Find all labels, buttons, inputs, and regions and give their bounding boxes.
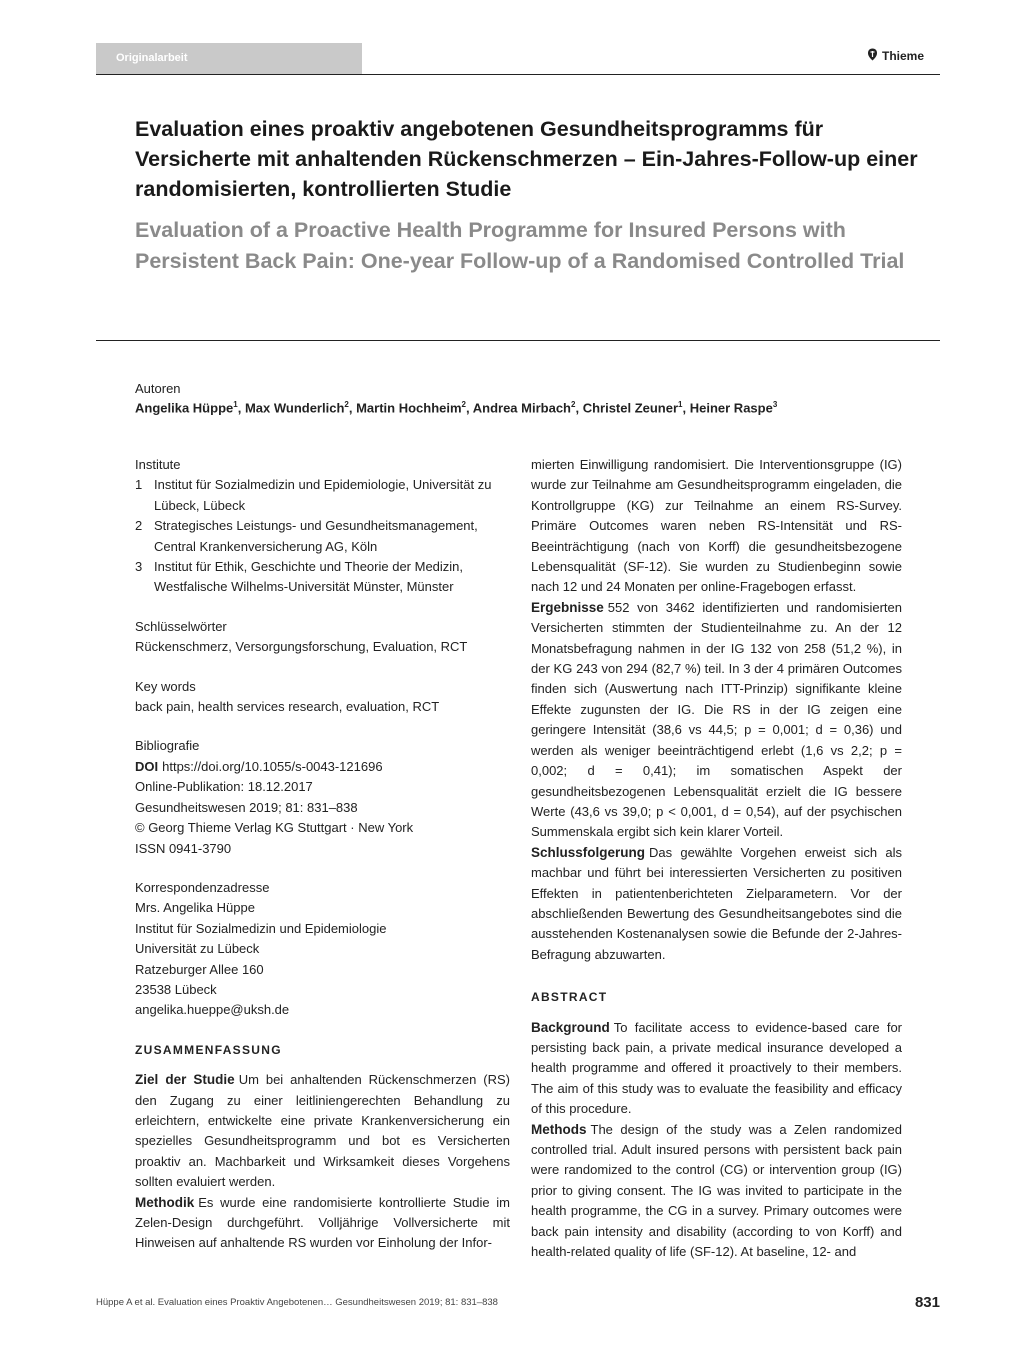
background-paragraph bbox=[531, 1018, 902, 1120]
copyright-line: © Georg Thieme Verlag KG Stuttgart · New York bbox=[135, 820, 414, 836]
institute-text: Strategisches Leistungs- und Gesundheitsmanagement, Central Krankenversicherung AG, Köln bbox=[154, 518, 478, 554]
ergebnisse-label: Ergebnisse bbox=[531, 599, 604, 615]
footer-citation: Hüppe A et al. Evaluation eines Proaktiv Angebotenen… Gesundheitswesen 2019; 81: 831–838 bbox=[96, 1297, 498, 1308]
keywords-en-block bbox=[135, 677, 510, 718]
methods-paragraph bbox=[531, 1120, 902, 1263]
author-affiliation: 1 bbox=[233, 400, 238, 409]
author-affiliation: 2 bbox=[344, 400, 349, 409]
schluss-text: Das gewählte Vorgehen erweist sich als machbar und führt bei interessierten Versicherten zu positiven Effekten in patientenberichteten Zielparametern. Vor der abschließenden Bewertung des Gesundheitsangebotes sind die ausstehenden Kostenanalysen sowie die Befunde der 2-Jahres-Befragung abzuwarten. bbox=[531, 844, 902, 962]
keywords-de-block bbox=[135, 617, 510, 658]
author-list: Angelika Hüppe$^1$, Max Wunderlich$^2$, Martin Hochheim$^2$, Andrea Mirbach$^2$, Christel Zeuner$^1$, Heiner Raspe$^3$ bbox=[135, 400, 778, 416]
correspondence-line: Universität zu Lübeck bbox=[135, 941, 260, 957]
author-name: Andrea Mirbach bbox=[472, 400, 571, 416]
institute-number: 2 bbox=[135, 518, 143, 534]
doi-line bbox=[135, 757, 510, 777]
author-affiliation: 1 bbox=[678, 400, 683, 409]
ziel-label: Ziel der Studie bbox=[135, 1072, 235, 1088]
keywords-en-text: back pain, health services research, evaluation, RCT bbox=[135, 699, 440, 715]
ziel-paragraph bbox=[135, 1070, 510, 1192]
author-name: Heiner Raspe bbox=[689, 400, 773, 416]
institute-text: Institut für Sozialmedizin und Epidemiologie, Universität zu Lübeck, Lübeck bbox=[154, 477, 492, 513]
author-affiliation: 3 bbox=[772, 400, 778, 409]
publisher-logo bbox=[867, 48, 924, 64]
keywords-de-text: Rückenschmerz, Versorgungsforschung, Evaluation, RCT bbox=[135, 639, 468, 655]
zusammenfassung-heading: ZUSAMMENFASSUNG bbox=[135, 1042, 282, 1057]
correspondence-line: Institut für Sozialmedizin und Epidemiologie bbox=[135, 920, 387, 936]
bibliography-block bbox=[135, 736, 510, 858]
doi-label: DOI bbox=[135, 758, 159, 774]
header-divider bbox=[96, 74, 940, 75]
author-name: Max Wunderlich bbox=[244, 400, 345, 416]
correspondence-line: 23538 Lübeck bbox=[135, 981, 217, 997]
methodik-continuation: mierten Einwilligung randomisiert. Die Interventionsgruppe (IG) wurde zur Teilnahme am Gesundheitsprogramm eingeladen, die Kontrollgruppe (KG) zur Teilnahme an einem RS-Survey. Primäre Outcomes waren neben RS-Intensität und RS-Beeinträchtigung (nach von Korff) die gesundheitsbezogene Lebensqualität (SF-12). Sie wurden zu Studienbeginn sowie nach 12 und 24 Monaten per online-Fragebogen erfasst. bbox=[531, 457, 902, 595]
author-affiliation: 2 bbox=[461, 400, 466, 409]
keywords-en-heading: Key words bbox=[135, 678, 196, 694]
title-german: Evaluation eines proaktiv angebotenen Gesundheitsprogramms für Versicherte mit anhaltenden Rückenschmerzen – Ein-Jahres-Follow-up einer randomisierten, kontrollierten Studie bbox=[135, 117, 918, 201]
institute-item bbox=[135, 516, 510, 557]
left-column bbox=[135, 455, 510, 1254]
author-affiliation: 2 bbox=[571, 400, 576, 409]
methodik-label: Methodik bbox=[135, 1194, 195, 1210]
institute-item bbox=[135, 557, 510, 598]
bibliography-heading: Bibliografie bbox=[135, 738, 200, 754]
ziel-text: Um bei anhaltenden Rückenschmerzen (RS) den Zugang zu einer leitliniengerechten Behandlung zu erleichtern, entwickelte eine private Krankenversicherung ein spezielles Gesundheitsprogramm und bot es Versicherten proaktiv an. Machbarkeit und Wirksamkeit dieses Vorgehens sollten evaluiert werden. bbox=[135, 1072, 510, 1190]
title-english: Evaluation of a Proactive Health Programme for Insured Persons with Persistent Back Pain: One-year Follow-up of a Randomised Controlled Trial bbox=[135, 218, 905, 273]
publisher-name: Thieme bbox=[881, 49, 924, 63]
correspondence-line: Mrs. Angelika Hüppe bbox=[135, 900, 255, 916]
schluss-label: Schlussfolgerung bbox=[531, 844, 646, 860]
journal-reference: Gesundheitswesen 2019; 81: 831–838 bbox=[135, 799, 358, 815]
institutes-heading: Institute bbox=[135, 457, 181, 472]
ergebnisse-text: 552 von 3462 identifizierten und randomisierten Versicherten stimmten der Studienteilnahme zu. An der 12 Monatsbefragung nahmen in der IG 132 von 258 (51,2 %), in der KG 243 von 294 (82,7 %) teil. In 3 der 4 primären Outcomes finden sich (Auswertung nach ITT-Prinzip) signifikante kleine Effekte zugunsten der IG. Die RS in der IG zeigen eine geringere Intensität (38,6 vs 44,5; p = 0,001; d = 0,36) und werden als weniger beeinträchtigend erlebt (1,6 vs 2,2; p = 0,002; d = 0,41); im somatischen Aspekt der gesundheitsbezogenen Lebensqualität erzielt die IG bessere Werte (43,6 vs 39,0; p < 0,001, d = 0,54), auf der psychischen Summenskala ergibt sich kein klarer Vorteil. bbox=[531, 599, 902, 840]
methodik-text: Es wurde eine randomisierte kontrollierte Studie im Zelen-Design durchgeführt. Volljährige Vollversicherte mit Hinweisen auf anhaltende RS wurden vor Einholung der Infor- bbox=[135, 1194, 510, 1251]
page-number: 831 bbox=[914, 1294, 940, 1311]
background-label: Background bbox=[531, 1019, 610, 1035]
authors-label: Autoren bbox=[135, 381, 181, 396]
institutes-block bbox=[135, 455, 510, 598]
correspondence-email[interactable]: angelika.hueppe@uksh.de bbox=[135, 1002, 290, 1018]
issn-line: ISSN 0941-3790 bbox=[135, 840, 232, 856]
author-name: Christel Zeuner bbox=[582, 400, 679, 416]
schluss-paragraph bbox=[531, 843, 902, 965]
author-name: Martin Hochheim bbox=[356, 400, 462, 416]
institute-number: 3 bbox=[135, 559, 143, 575]
methodik-paragraph bbox=[135, 1193, 510, 1254]
correspondence-heading: Korrespondenzadresse bbox=[135, 879, 270, 895]
institute-number: 1 bbox=[135, 477, 143, 493]
online-publication: Online-Publikation: 18.12.2017 bbox=[135, 779, 313, 795]
author-name: Angelika Hüppe bbox=[135, 400, 234, 416]
methods-text: The design of the study was a Zelen randomized controlled trial. Adult insured persons with persistent back pain were randomized to the control (CG) or intervention group (IG) prior to giving consent. The IG was invited to participate in the health programme, the CG in a survey. Primary outcomes were back pain intensity and disability (according to von Korff) and health-related quality of life (SF-12). At baseline, 12- and bbox=[531, 1121, 902, 1260]
keywords-de-heading: Schlüsselwörter bbox=[135, 618, 227, 634]
title-divider bbox=[96, 340, 940, 341]
institute-item bbox=[135, 475, 510, 516]
doi-link[interactable]: https://doi.org/10.1055/s-0043-121696 bbox=[162, 758, 383, 774]
background-text: To facilitate access to evidence-based care for persisting back pain, a private medical insurance developed a health programme and offered it proactively to their members. The aim of this study was to evaluate the feasibility and efficacy of this procedure. bbox=[531, 1019, 902, 1117]
correspondence-block bbox=[135, 878, 510, 1021]
article-type-label: Originalarbeit bbox=[96, 43, 362, 74]
ergebnisse-paragraph bbox=[531, 598, 902, 843]
right-column bbox=[531, 455, 902, 1262]
abstract-heading: ABSTRACT bbox=[531, 990, 608, 1005]
methods-label: Methods bbox=[531, 1121, 587, 1137]
thieme-logo-icon bbox=[867, 48, 878, 64]
institute-text: Institut für Ethik, Geschichte und Theorie der Medizin, Westfalische Wilhelms-Universität Münster, Münster bbox=[154, 559, 464, 595]
correspondence-line: Ratzeburger Allee 160 bbox=[135, 961, 264, 977]
